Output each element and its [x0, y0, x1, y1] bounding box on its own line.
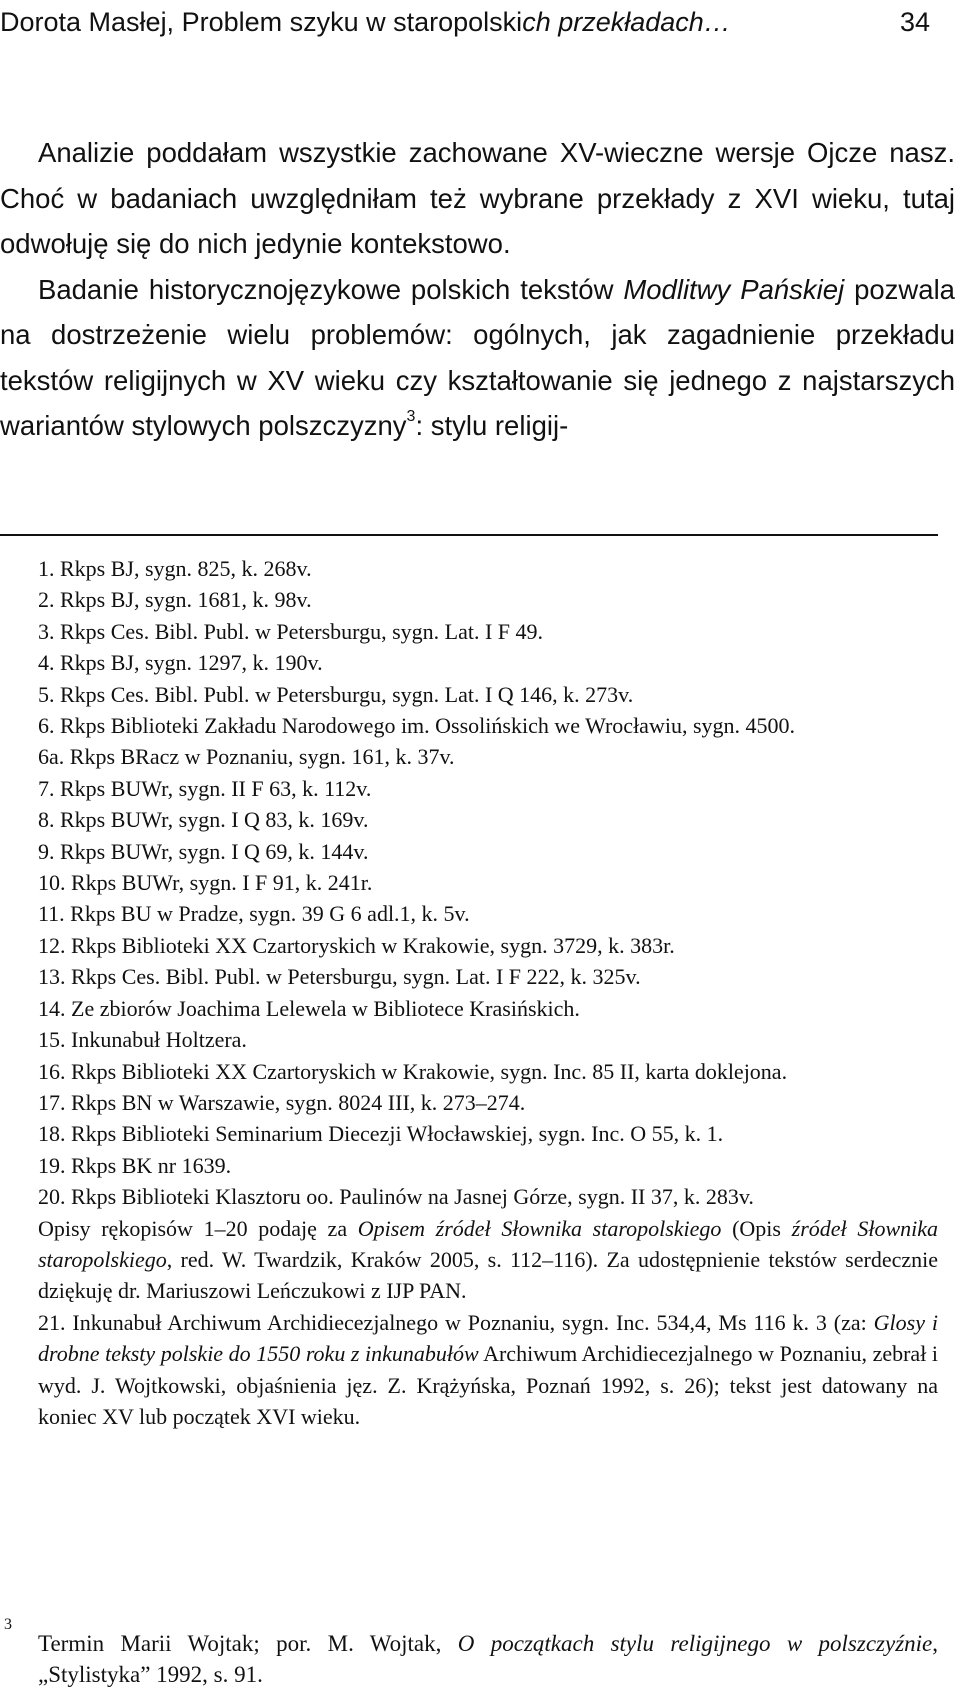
list-item: 5. Rkps Ces. Bibl. Publ. w Petersburgu, sygn. Lat. I Q 146, k. 273v.: [38, 681, 634, 707]
list-item: 16. Rkps Biblioteki XX Czartoryskich w Krakowie, sygn. Inc. 85 II, karta doklejona.: [38, 1058, 788, 1084]
footnote-list: [38, 553, 938, 1432]
paragraph-1: [0, 130, 955, 267]
footnote-reference-3[interactable]: 3: [406, 408, 416, 425]
list-item: 9. Rkps BUWr, sygn. I Q 69, k. 144v.: [38, 838, 369, 864]
list-item: 2. Rkps BJ, sygn. 1681, k. 98v.: [38, 587, 312, 613]
footnote-separator: [0, 534, 938, 536]
list-item: 7. Rkps BUWr, sygn. II F 63, k. 112v.: [38, 775, 372, 801]
note-21-end: Archiwum Archidiecezjalnego w Poznaniu, zebrał i wyd. J. Wojtkowski, objaśnienia jęz. Z. Krążyńska, Poznań 1992, s. 26); tekst jest datowany na koniec XV lub początek XVI wieku.: [38, 1341, 938, 1429]
header-title-italic: ch przekładach…: [522, 7, 731, 37]
list-item: 18. Rkps Biblioteki Seminarium Diecezji Włocławskiej, sygn. Inc. O 55, k. 1.: [38, 1121, 724, 1147]
header-author-title: Dorota Masłej, Problem szyku w staropolski: [0, 7, 523, 37]
paragraph-2-end: : stylu religij-: [415, 410, 569, 441]
note-21-italic: Glosy i drobne teksty polskie do 1550 roku z inkunabułów: [38, 1309, 938, 1367]
paragraph-2-middle: pozwala na dostrzeżenie wielu problemów: ogólnych, jak zagadnienie przekładu tekstów religijnych w XV wieku czy kształtowanie się jednego z najstarszych wariantów stylowych polszczyzny: [0, 273, 955, 441]
page-number: 34: [899, 7, 930, 37]
list-item: 13. Rkps Ces. Bibl. Publ. w Petersburgu, sygn. Lat. I F 222, k. 325v.: [38, 964, 641, 990]
list-item: 10. Rkps BUWr, sygn. I F 91, k. 241r.: [38, 870, 373, 896]
list-item: 20. Rkps Biblioteki Klasztoru oo. Paulinów na Jasnej Górze, sygn. II 37, k. 283v.: [38, 1184, 754, 1210]
running-header-title: [0, 6, 731, 38]
footnote-3-italic: O początkach stylu religijnego w polszczyźnie: [457, 1631, 933, 1656]
sources-start: Opisy rękopisów 1–20 podaję za: [38, 1215, 358, 1241]
list-item: 1. Rkps BJ, sygn. 825, k. 268v.: [38, 556, 312, 581]
sources-paragraph: [38, 1213, 938, 1307]
sources-end: , red. W. Twardzik, Kraków 2005, s. 112–116). Za udostępnienie tekstów serdecznie dziękuję dr. Mariuszowi Leńczukowi z IJP PAN.: [38, 1246, 938, 1304]
footnote-3-marker: 3: [4, 1616, 12, 1633]
list-item: 3. Rkps Ces. Bibl. Publ. w Petersburgu, sygn. Lat. I F 49.: [38, 618, 544, 644]
list-item: 4. Rkps BJ, sygn. 1297, k. 190v.: [38, 650, 323, 676]
list-item: 11. Rkps BU w Pradze, sygn. 39 G 6 adl.1, k. 5v.: [38, 901, 470, 927]
footnote-3-start: Termin Marii Wojtak; por. M. Wojtak,: [38, 1631, 458, 1656]
footnote-3-end: , „Stylistyka” 1992, s. 91.: [38, 1631, 938, 1688]
main-text: [0, 130, 955, 449]
list-item: 14. Ze zbiorów Joachima Lelewela w Bibliotece Krasińskich.: [38, 995, 580, 1021]
sources-italic-1: Opisem źródeł Słownika staropolskiego: [357, 1215, 722, 1241]
list-item: 6. Rkps Biblioteki Zakładu Narodowego im. Ossolińskich we Wrocławiu, sygn. 4500.: [38, 713, 796, 739]
paragraph-2-start: Badanie historycznojęzykowe polskich tekstów: [38, 273, 624, 305]
list-item: 12. Rkps Biblioteki XX Czartoryskich w Krakowie, sygn. 3729, k. 383r.: [38, 932, 675, 958]
list-item: 17. Rkps BN w Warszawie, sygn. 8024 III, k. 273–274.: [38, 1089, 526, 1115]
list-item: 19. Rkps BK nr 1639.: [38, 1152, 232, 1178]
sources-italic-2: źródeł Słownika staropolskiego: [38, 1215, 938, 1272]
list-item: 15. Inkunabuł Holtzera.: [38, 1027, 247, 1053]
paragraph-1-text: Analizie poddałam wszystkie zachowane XV-wieczne wersje Ojcze nasz. Choć w badaniach uwzględniłam też wybrane przekłady z XVI wieku, tutaj odwołuję się do nich jedynie kontekstowo.: [0, 137, 955, 259]
note-21-start: 21. Inkunabuł Archiwum Archidiecezjalnego w Poznaniu, sygn. Inc. 534,4, Ms 116 k. 3 (za:: [38, 1309, 874, 1335]
sources-middle: (Opis: [721, 1215, 792, 1241]
note-21: [38, 1307, 938, 1433]
list-item: 8. Rkps BUWr, sygn. I Q 83, k. 169v.: [38, 807, 369, 833]
paragraph-2-italic: Modlitwy Pańskiej: [623, 273, 845, 305]
footnote-3: [38, 1628, 938, 1691]
paragraph-2: [0, 267, 955, 449]
list-item: 6a. Rkps BRacz w Poznaniu, sygn. 161, k. 37v.: [38, 744, 455, 770]
